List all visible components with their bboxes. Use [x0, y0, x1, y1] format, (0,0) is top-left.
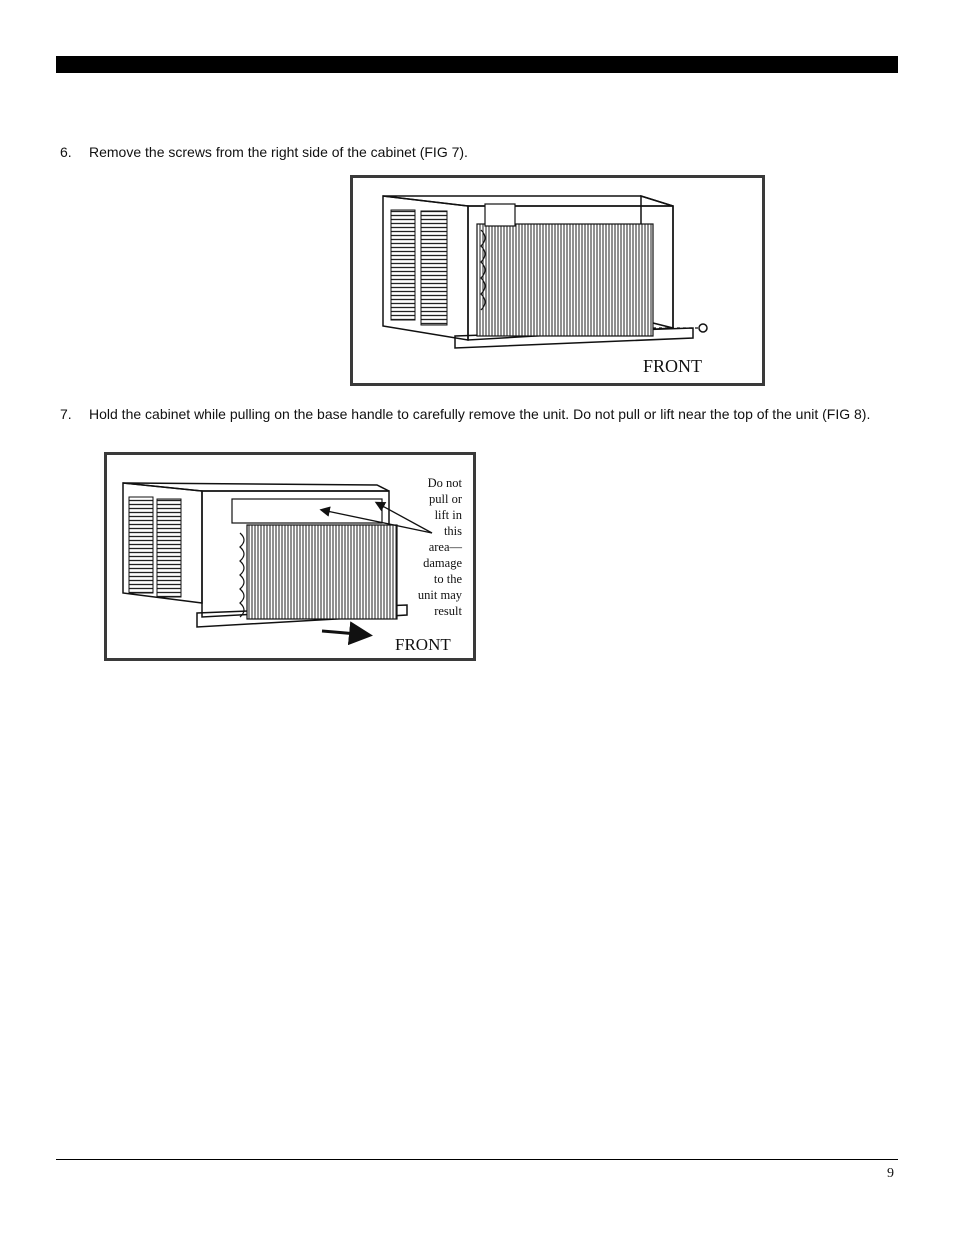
warning-line: Do not	[427, 476, 462, 490]
step-text: Remove the screws from the right side of the cabinet (FIG 7).	[89, 144, 468, 160]
screw-icon	[699, 324, 707, 332]
figure-8	[104, 452, 476, 661]
warning-line: area—	[428, 540, 462, 554]
warning-note	[397, 475, 462, 619]
footer-rule	[56, 1159, 898, 1160]
warning-line: damage	[423, 556, 462, 570]
step-text: Hold the cabinet while pulling on the base handle to carefully remove the unit. Do not pull or lift near the top of the unit (FIG 8).	[89, 406, 871, 422]
warning-line: unit may	[417, 588, 462, 602]
warning-line: lift in	[434, 508, 462, 522]
front-label: FRONT	[395, 635, 451, 654]
step-number: 6.	[60, 144, 72, 160]
warning-line: this	[443, 524, 462, 538]
header-bar	[56, 56, 898, 73]
warning-line: to the	[433, 572, 462, 586]
step-number: 7.	[60, 406, 72, 422]
air-conditioner-screw-illustration	[353, 178, 762, 383]
pull-direction-arrow-icon	[322, 631, 367, 635]
page-number: 9	[887, 1166, 894, 1181]
front-label: FRONT	[643, 356, 703, 376]
warning-line: result	[434, 604, 462, 618]
figure-7	[350, 175, 765, 386]
warning-line: pull or	[429, 492, 462, 506]
